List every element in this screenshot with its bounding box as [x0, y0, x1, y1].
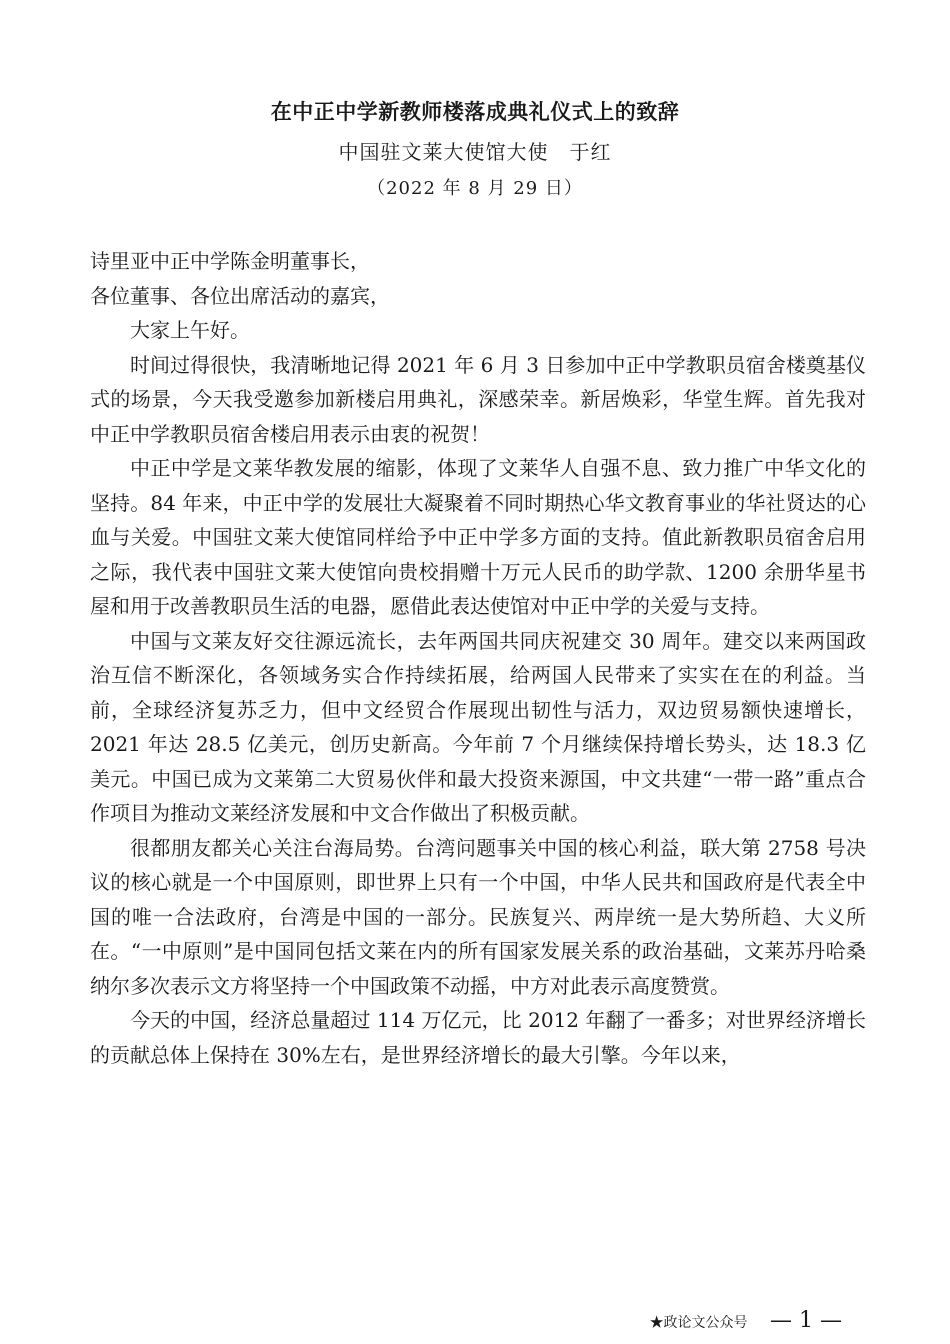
speech-date: （2022 年 8 月 29 日）	[367, 178, 583, 199]
page-footer	[650, 1308, 842, 1333]
body-paragraph: 时间过得很快，我清晰地记得 2021 年 6 月 3 日参加中正中学教职员宿舍楼奠基仪式的场景，今天我受邀参加新楼启用典礼，深感荣幸。新居焕彩，华堂生辉。首先我对中正中学教职员宿舍楼启用表示由衷的祝贺！	[90, 352, 866, 446]
document-title: 在中正中学新教师楼落成典礼仪式上的致辞	[270, 99, 680, 124]
salutation-line: 诗里亚中正中学陈金明董事长，	[90, 249, 370, 273]
body-paragraph: 中国与文莱友好交往源远流长，去年两国共同庆祝建交 30 周年。建交以来两国政治互信不断深化，各领域务实合作持续拓展，给两国人民带来了实实在在的利益。当前，全球经济复苏乏力，但中文经贸合作展现出韧性与活力，双边贸易额快速增长，2021 年达 28.5 亿美元，创历史新高。今年前 7 个月继续保持增长势头，达 18.3 亿美元。中国已成为文莱第二大贸易伙伴和最大投资来源国，中文共建“一带一路”重点合作项目为推动文莱经济发展和中文合作做出了积极贡献。	[90, 628, 866, 825]
speech-body	[90, 244, 866, 1072]
page-number: — 1 —	[770, 1308, 842, 1333]
body-paragraph: 很都朋友都关心关注台海局势。台湾问题事关中国的核心利益，联大第 2758 号决议的核心就是一个中国原则，即世界上只有一个中国，中华人民共和国政府是代表全中国的唯一合法政府，台湾是中国的一部分。民族复兴、两岸统一是大势所趋、大义所在。“一中原则”是中国同包括文莱在内的所有国家发展关系的政治基础，文莱苏丹哈桑纳尔多次表示文方将坚持一个中国政策不动摇，中方对此表示高度赞赏。	[90, 835, 866, 998]
source-label: ★政论文公众号	[649, 1315, 748, 1331]
greeting-line: 大家上午好。	[130, 318, 250, 342]
body-paragraph: 今天的中国，经济总量超过 114 万亿元，比 2012 年翻了一番多；对世界经济增长的贡献总体上保持在 30%左右，是世界经济增长的最大引擎。今年以来，	[90, 1008, 866, 1067]
body-paragraph: 中正中学是文莱华教发展的缩影，体现了文莱华人自强不息、致力推广中华文化的坚持。84 年来，中正中学的发展壮大凝聚着不同时期热心华文教育事业的华社贤达的心血与关爱。中国驻文莱大使馆同样给予中正中学多方面的支持。值此新教职员宿舍启用之际，我代表中国驻文莱大使馆向贵校捐赠十万元人民币的助学款、1200 余册华星书屋和用于改善教职员生活的电器，愿借此表达使馆对中正中学的关爱与支持。	[90, 456, 866, 618]
salutation-line: 各位董事、各位出席活动的嘉宾，	[90, 283, 390, 308]
speaker-line: 中国驻文莱大使馆大使 于红	[338, 140, 612, 164]
